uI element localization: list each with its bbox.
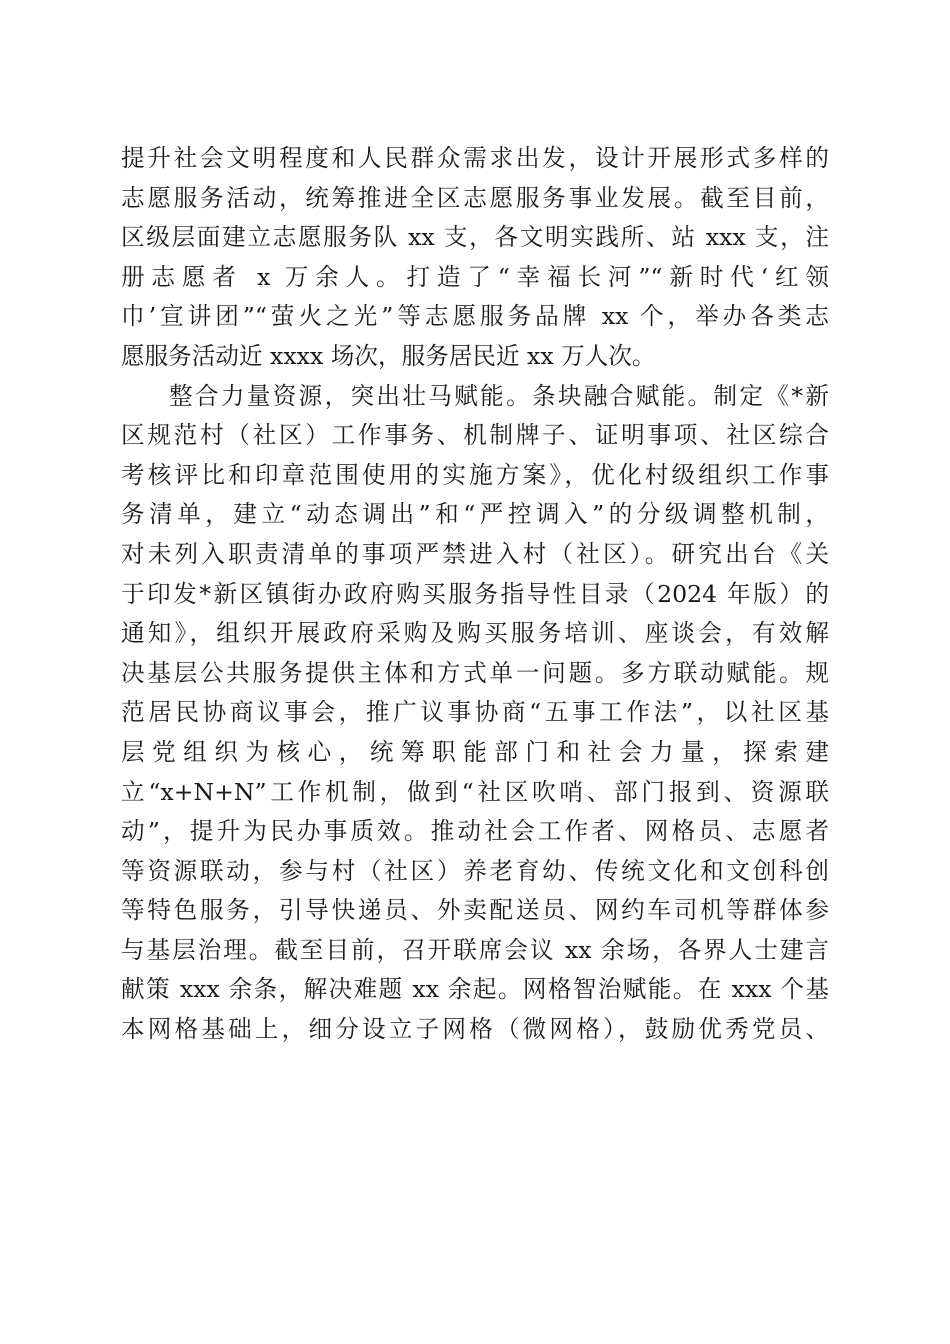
text-line: 决基层公共服务提供主体和方式单一问题。多方联动赋能。规: [121, 658, 829, 687]
text-line: 册志愿者 x 万余人。打造了“幸福长河”“新时代‘红领: [121, 262, 829, 291]
text-line: 献策 xxx 余条，解决难题 xx 余起。网格智治赋能。在 xxx 个基: [121, 975, 829, 1004]
text-line: 于印发*新区镇街办政府购买服务指导性目录（2024 年版）的: [121, 579, 829, 608]
text-line: 与基层治理。截至目前，召开联席会议 xx 余场，各界人士建言: [121, 935, 829, 964]
text-line: 动”，提升为民办事质效。推动社会工作者、网格员、志愿者: [121, 817, 829, 846]
text-line: 本网格基础上，细分设立子网格（微网格），鼓励优秀党员、: [121, 1015, 829, 1044]
document-body: [121, 139, 829, 1050]
text-line: 愿服务活动近 xxxx 场次，服务居民近 xx 万人次。: [121, 341, 656, 370]
text-line: 立“x+N+N”工作机制，做到“社区吹哨、部门报到、资源联: [121, 777, 829, 806]
text-line: 区规范村（社区）工作事务、机制牌子、证明事项、社区综合: [121, 421, 829, 450]
text-line: 对未列入职责清单的事项严禁进入村（社区）。研究出台《关: [121, 539, 829, 568]
text-line: 务清单，建立“动态调出”和“严控调入”的分级调整机制，: [121, 500, 829, 529]
text-line: 等资源联动，参与村（社区）养老育幼、传统文化和文创科创: [121, 856, 829, 885]
text-line: 提升社会文明程度和人民群众需求出发，设计开展形式多样的: [121, 144, 829, 172]
text-line: 通知》，组织开展政府采购及购买服务培训、座谈会，有效解: [121, 619, 829, 648]
paragraph-2: [121, 377, 829, 1050]
text-line: 区级层面建立志愿服务队 xx 支，各文明实践所、站 xxx 支，注: [121, 223, 829, 252]
paragraph-1: [121, 139, 829, 377]
text-line: 整合力量资源，突出壮马赋能。条块融合赋能。制定《*新: [169, 381, 829, 410]
text-line: 层党组织为核心，统筹职能部门和社会力量，探索建: [121, 737, 829, 766]
text-line: 志愿服务活动，统筹推进全区志愿服务事业发展。截至目前，: [121, 183, 829, 212]
text-line: 巾’宣讲团”“萤火之光”等志愿服务品牌 xx 个，举办各类志: [121, 302, 829, 331]
text-line: 等特色服务，引导快递员、外卖配送员、网约车司机等群体参: [121, 896, 829, 925]
text-line: 考核评比和印章范围使用的实施方案》，优化村级组织工作事: [121, 460, 829, 489]
text-line: 范居民协商议事会，推广议事协商“五事工作法”，以社区基: [121, 698, 829, 727]
